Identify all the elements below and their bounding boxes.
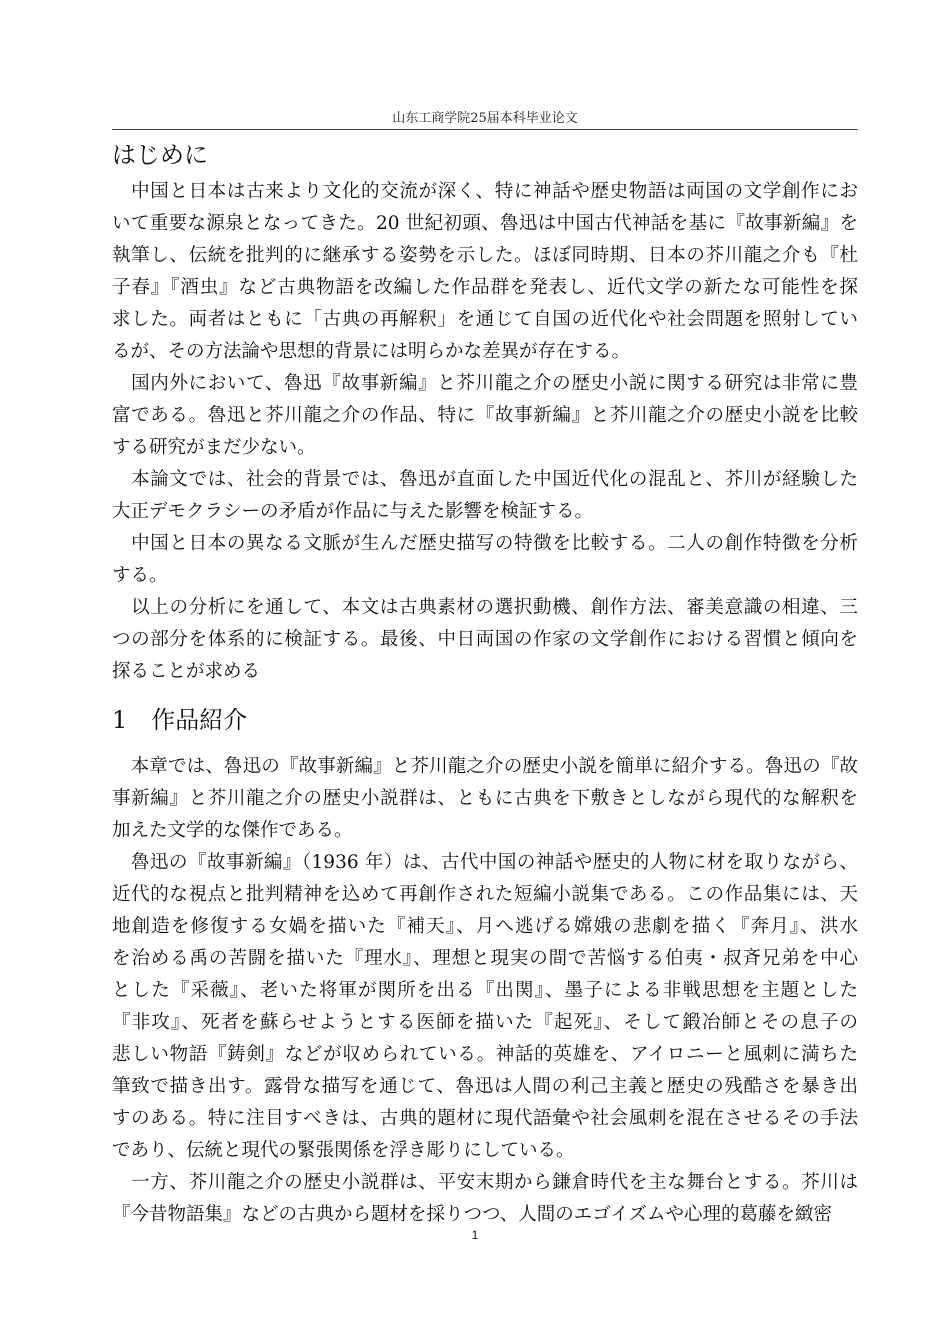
- paragraph: [112, 176, 858, 368]
- text-line: する。: [112, 565, 168, 586]
- paragraph: [112, 368, 858, 464]
- paragraph: [112, 1167, 858, 1231]
- text-line: 子春』『酒虫』など古典物語を改編した作品群を発表し、近代文学の新たな可能性を探: [112, 277, 858, 298]
- works-body: [112, 751, 858, 1231]
- text-line: 近代的な視点と批判精神を込めて再創作された短編小説集である。この作品集には、天: [112, 884, 858, 905]
- text-line: とした『采薇』、老いた将軍が関所を出る『出関』、墨子による非戦思想を主題とした: [112, 980, 858, 1001]
- text-line: 本章では、魯迅の『故事新編』と芥川龍之介の歴史小説を簡単に紹介する。魯迅の『故: [112, 756, 858, 777]
- text-line: 『今昔物語集』などの古典から題材を採りつつ、人間のエゴイズムや心理的葛藤を緻密: [112, 1204, 833, 1225]
- header-rule: [112, 129, 858, 130]
- text-line: すのある。特に注目すべきは、古典的題材に現代語彙や社会風刺を混在させるその手法: [112, 1108, 858, 1129]
- text-line: るが、その方法論や思想的背景には明らかな差異が存在する。: [112, 341, 631, 362]
- text-line: であり、伝統と現代の緊張関係を浮き彫りにしている。: [112, 1140, 575, 1161]
- text-line: 筆致で描き出す。露骨な描写を通じて、魯迅は人間の利己主義と歴史の残酷さを暴き出: [112, 1076, 858, 1097]
- text-line: 以上の分析にを通して、本文は古典素材の選択動機、創作方法、審美意識の相違、三: [112, 597, 858, 618]
- introduction-body: [112, 176, 858, 688]
- page-number: 1: [471, 1228, 479, 1242]
- text-line: 加えた文学的な傑作である。: [112, 820, 353, 841]
- paragraph: [112, 847, 858, 1167]
- text-line: を治める禹の苦闘を描いた『理水』、理想と現実の間で苦悩する伯夷・叔斉兄弟を中心: [112, 948, 858, 969]
- paragraph: [112, 464, 858, 528]
- paragraph: [112, 528, 858, 592]
- text-line: する研究がまだ少ない。: [112, 437, 316, 458]
- running-header: 山东工商学院25届本科毕业论文: [392, 111, 578, 126]
- text-line: 中国と日本の異なる文脈が生んだ歴史描写の特徴を比較する。二人の創作特徴を分析: [112, 533, 858, 554]
- text-line: 執筆し、伝統を批判的に継承する姿勢を示した。ほぼ同時期、日本の芥川龍之介も『杜: [112, 245, 858, 266]
- text-line: 魯迅の『故事新編』（1936 年）は、古代中国の神話や歴史的人物に材を取りながら、: [112, 852, 858, 873]
- text-line: 『非攻』、死者を蘇らせようとする医師を描いた『起死』、そして鍛冶師とその息子の: [112, 1012, 858, 1033]
- text-line: 一方、芥川龍之介の歴史小説群は、平安末期から鎌倉時代を主な舞台とする。芥川は: [112, 1172, 858, 1193]
- text-line: 探ることが求める: [112, 661, 261, 682]
- section-heading-introduction: はじめに: [112, 141, 208, 169]
- section-heading-works: 1 作品紹介: [112, 706, 248, 734]
- text-line: つの部分を体系的に検証する。最後、中日両国の作家の文学創作における習慣と傾向を: [112, 629, 858, 650]
- text-line: いて重要な源泉となってきた。20 世紀初頭、魯迅は中国古代神話を基に『故事新編』を: [112, 213, 858, 234]
- text-line: 大正デモクラシーの矛盾が作品に与えた影響を検証する。: [112, 501, 594, 522]
- text-line: 国内外において、魯迅『故事新編』と芥川龍之介の歴史小説に関する研究は非常に豊: [112, 373, 858, 394]
- text-line: 富である。魯迅と芥川龍之介の作品、特に『故事新編』と芥川龍之介の歴史小説を比較: [112, 405, 858, 426]
- text-line: 求した。両者はともに「古典の再解釈」を通じて自国の近代化や社会問題を照射してい: [112, 309, 858, 330]
- text-line: 事新編』と芥川龍之介の歴史小説群は、ともに古典を下敷きとしながら現代的な解釈を: [112, 788, 858, 809]
- paragraph: [112, 592, 858, 688]
- text-line: 地創造を修復する女媧を描いた『補天』、月へ逃げる嫦娥の悲劇を描く『奔月』、洪水: [112, 916, 858, 937]
- text-line: 中国と日本は古来より文化的交流が深く、特に神話や歴史物語は両国の文学創作にお: [112, 181, 858, 202]
- text-line: 本論文では、社会的背景では、魯迅が直面した中国近代化の混乱と、芥川が経験した: [112, 469, 858, 490]
- text-line: 悲しい物語『鋳剣』などが収められている。神話的英雄を、アイロニーと風刺に満ちた: [112, 1044, 858, 1065]
- paragraph: [112, 751, 858, 847]
